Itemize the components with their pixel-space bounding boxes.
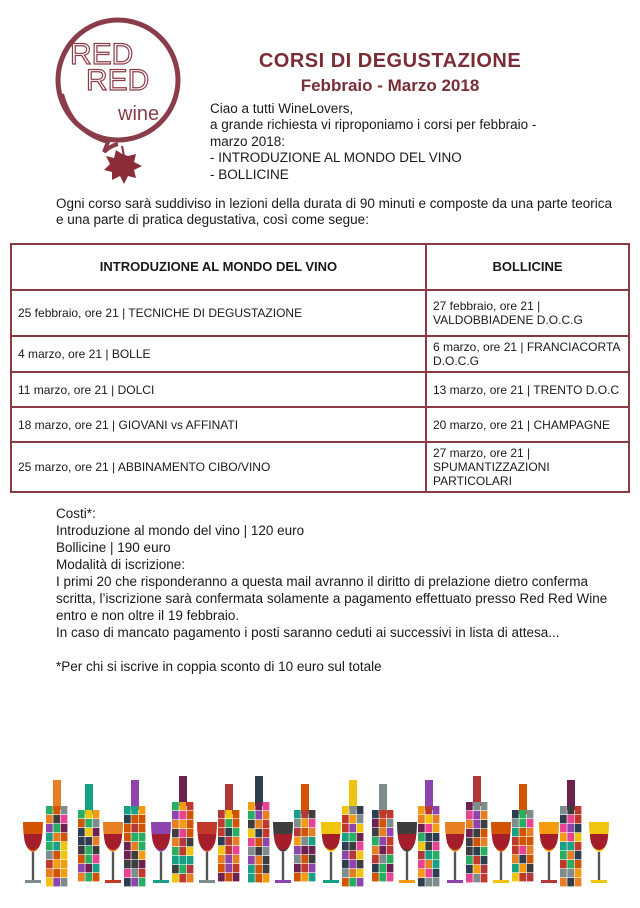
wine-glass-icon bbox=[103, 822, 123, 883]
wine-glass-icon bbox=[321, 822, 341, 883]
course-description: Ogni corso sarà suddiviso in lezioni della durata di 90 minuti e composte da una parte teorica e una parte di pratica degustativa, così come segue: bbox=[56, 196, 613, 228]
wine-bottle-icon bbox=[294, 784, 315, 881]
table-header-row bbox=[11, 244, 629, 290]
wine-glass-icon bbox=[273, 822, 293, 883]
table-cell: 11 marzo, ore 21 | DOLCI bbox=[11, 372, 426, 407]
intro-line: Ciao a tutti WineLovers, bbox=[210, 101, 354, 116]
enroll-heading: Modalità di iscrizione: bbox=[56, 557, 186, 572]
wine-glass-icon bbox=[445, 822, 465, 883]
table-cell: 27 marzo, ore 21 | SPUMANTIZZAZIONI PARTICOLARI bbox=[426, 442, 629, 492]
wine-bottle-icon bbox=[560, 780, 581, 886]
intro-line: marzo 2018: bbox=[210, 133, 286, 149]
intro-text bbox=[210, 101, 610, 183]
intro-line: - INTRODUZIONE AL MONDO DEL VINO bbox=[210, 150, 462, 166]
unpaid-text: In caso di mancato pagamento i posti saranno ceduti ai successivi in lista di attesa... bbox=[56, 625, 560, 640]
wine-bottle-icon bbox=[418, 780, 439, 886]
wine-bottle-icon bbox=[218, 784, 239, 881]
page-title: CORSI DI DEGUSTAZIONE bbox=[258, 50, 522, 72]
costs-section bbox=[56, 505, 616, 675]
intro-line: - BOLLICINE bbox=[210, 166, 289, 182]
table-cell: 6 marzo, ore 21 | FRANCIACORTA D.O.C.G bbox=[426, 336, 629, 372]
wine-glass-icon bbox=[589, 822, 609, 883]
header-bollicine: BOLLICINE bbox=[426, 244, 629, 290]
table-cell: 18 marzo, ore 21 | GIOVANI vs AFFINATI bbox=[11, 407, 426, 442]
cost-item: Introduzione al mondo del vino | 120 euro bbox=[56, 523, 305, 538]
wine-glass-icon bbox=[397, 822, 417, 883]
course-schedule-table bbox=[10, 243, 630, 493]
page-subtitle: Febbraio - Marzo 2018 bbox=[300, 76, 480, 95]
wine-bottle-icon bbox=[172, 776, 193, 882]
wine-glass-icon bbox=[23, 822, 43, 883]
intro-line: a grande richiesta vi riproponiamo i corsi per febbraio - bbox=[210, 117, 537, 133]
enroll-text: I primi 20 che risponderanno a questa mail avranno il diritto di prelazione dietro conferma scritta, l’iscrizione sarà confermata solamente a pagamento effettuato presso Red Red Wine entro e non oltre il 19 febbraio. bbox=[56, 574, 608, 623]
wine-bottle-icon bbox=[342, 780, 363, 886]
wine-bottles-illustration bbox=[18, 770, 622, 894]
cost-item: Bollicine | 190 euro bbox=[56, 540, 171, 555]
table-cell: 20 marzo, ore 21 | CHAMPAGNE bbox=[426, 407, 629, 442]
table-row bbox=[11, 372, 629, 407]
logo-text-red-1: RED bbox=[70, 38, 134, 71]
couple-discount-footnote: *Per chi si iscrive in coppia sconto di 10 euro sul totale bbox=[56, 659, 382, 674]
table-cell: 27 febbraio, ore 21 | VALDOBBIADENE D.O.C.G bbox=[426, 290, 629, 336]
table-row bbox=[11, 290, 629, 336]
wine-bottle-icon bbox=[372, 784, 393, 881]
wine-glass-icon bbox=[151, 822, 171, 883]
red-red-wine-logo bbox=[52, 14, 184, 196]
logo-text-wine: wine bbox=[118, 103, 160, 125]
wine-bottle-icon bbox=[512, 784, 533, 881]
table-cell: 4 marzo, ore 21 | BOLLE bbox=[11, 336, 426, 372]
table-cell: 13 marzo, ore 21 | TRENTO D.O.C bbox=[426, 372, 629, 407]
wine-glass-icon bbox=[197, 822, 217, 883]
grape-leaf-icon bbox=[104, 146, 142, 184]
wine-bottle-icon bbox=[466, 776, 487, 882]
table-row bbox=[11, 336, 629, 372]
header-intro-course: INTRODUZIONE AL MONDO DEL VINO bbox=[11, 244, 426, 290]
wine-bottle-icon bbox=[46, 780, 67, 886]
wine-bottle-icon bbox=[248, 776, 269, 882]
wine-glass-icon bbox=[491, 822, 511, 883]
table-cell: 25 marzo, ore 21 | ABBINAMENTO CIBO/VINO bbox=[11, 442, 426, 492]
table-row bbox=[11, 407, 629, 442]
wine-bottle-icon bbox=[124, 780, 145, 886]
costs-heading: Costi*: bbox=[56, 506, 96, 521]
logo-text-red-2: RED bbox=[86, 64, 150, 97]
wine-bottle-icon bbox=[78, 784, 99, 881]
table-cell: 25 febbraio, ore 21 | TECNICHE DI DEGUSTAZIONE bbox=[11, 290, 426, 336]
wine-glass-icon bbox=[539, 822, 559, 883]
table-row bbox=[11, 442, 629, 492]
